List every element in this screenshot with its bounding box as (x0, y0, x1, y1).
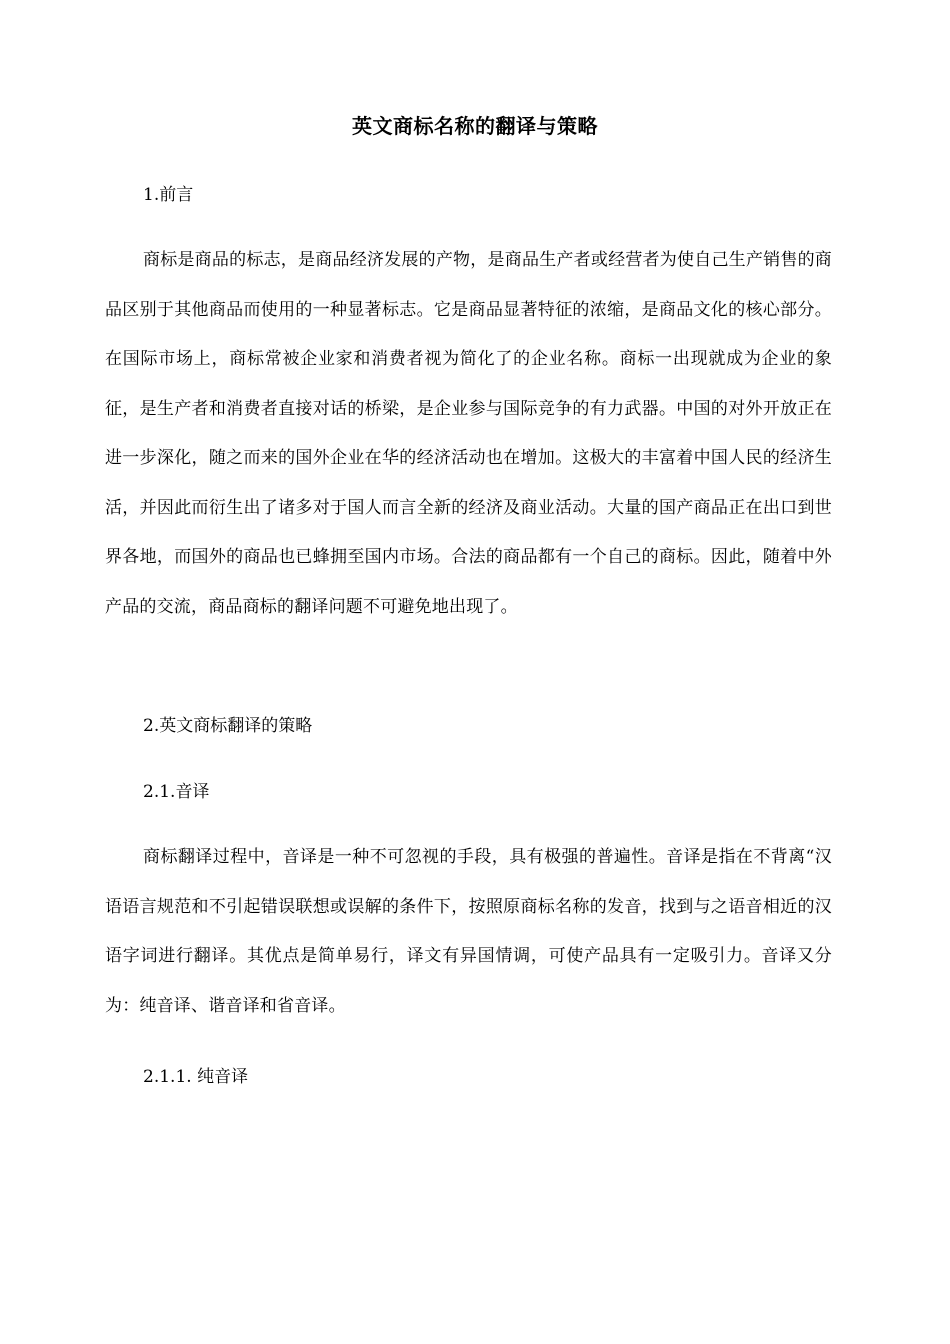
section-heading-transliteration: 2.1.音译 (143, 782, 210, 802)
paragraph-preface: 商标是商品的标志，是商品经济发展的产物，是商品生产者或经营者为使自己生产销售的商品区别于其他商品而使用的一种显著标志。它是商品显著特征的浓缩，是商品文化的核心部分。在国际市场上，商标常被企业家和消费者视为简化了的企业名称。商标一出现就成为企业的象征，是生产者和消费者直接对话的桥梁，是企业参与国际竞争的有力武器。中国的对外开放正在进一步深化，随之而来的国外企业在华的经济活动也在增加。这极大的丰富着中国人民的经济生活，并因此而衍生出了诸多对于国人而言全新的经济及商业活动。大量的国产商品正在出口到世界各地，而国外的商品也已蜂拥至国内市场。合法的商品都有一个自己的商标。因此，随着中外产品的交流，商品商标的翻译问题不可避免地出现了。 (105, 250, 832, 617)
section-heading-preface: 1.前言 (143, 185, 194, 205)
document-title: 英文商标名称的翻译与策略 (352, 114, 598, 138)
paragraph-transliteration: 商标翻译过程中，音译是一种不可忽视的手段，具有极强的普遍性。音译是指在不背离“汉语语言规范和不引起错误联想或误解的条件下，按照原商标名称的发音，找到与之语音相近的汉语字词进行翻译。其优点是简单易行，译文有异国情调，可使产品具有一定吸引力。音译又分为：纯音译、谐音译和省音译。 (105, 847, 832, 1016)
section-heading-pure-transliteration: 2.1.1. 纯音译 (143, 1067, 249, 1087)
section-heading-strategies: 2.英文商标翻译的策略 (143, 716, 313, 736)
